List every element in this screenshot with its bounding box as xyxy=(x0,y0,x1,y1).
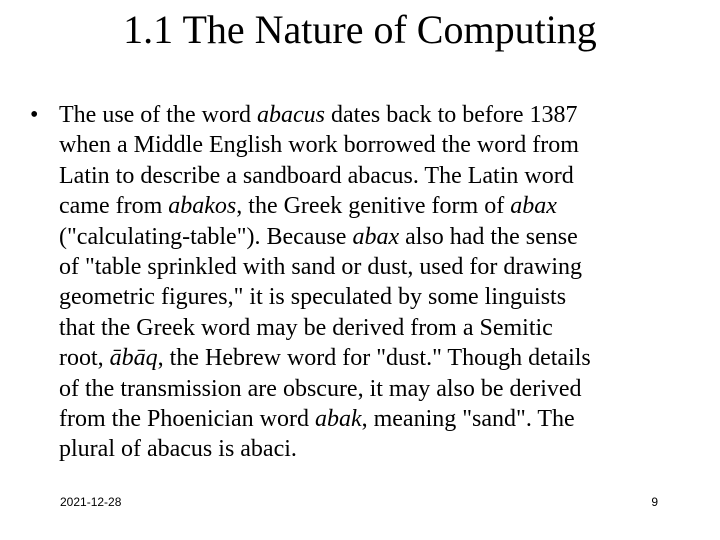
italic-term-abax: abax xyxy=(352,223,400,250)
text-line-12: plural of abacus is abaci. xyxy=(59,436,297,463)
text-run: , meaning "sand". The xyxy=(361,406,575,433)
slide-title: 1.1 The Nature of Computing xyxy=(123,7,597,52)
italic-term-abaq: ābāq xyxy=(109,345,158,372)
italic-term-abakos: abakos xyxy=(168,193,237,220)
italic-term-abax: abax xyxy=(510,193,557,220)
italic-term-abak: abak xyxy=(314,406,362,433)
text-line-9 xyxy=(59,343,699,373)
text-run: The use of the word xyxy=(59,102,257,128)
text-run: from the Phoenician word xyxy=(59,406,315,433)
text-line-10: of the transmission are obscure, it may also be derived xyxy=(59,375,582,402)
text-line-11 xyxy=(59,404,699,434)
page-number: 9 xyxy=(651,495,658,509)
text-run: also had the sense xyxy=(399,223,578,250)
text-line-4 xyxy=(59,191,699,221)
text-run: dates back to before 1387 xyxy=(324,102,578,128)
text-run: came from xyxy=(59,193,169,220)
text-line-1 xyxy=(59,100,699,130)
text-run: root, xyxy=(59,345,110,372)
text-line-7: geometric figures," it is speculated by some linguists xyxy=(59,284,567,311)
text-line-2: when a Middle English work borrowed the word from xyxy=(59,132,579,159)
bullet-marker: • xyxy=(30,102,39,128)
text-run: , the Hebrew word for "dust." Though details xyxy=(157,345,591,372)
footer-date: 2021-12-28 xyxy=(60,495,122,509)
text-run: ("calculating-table"). Because xyxy=(59,223,353,250)
text-line-6: of "table sprinkled with sand or dust, used for drawing xyxy=(59,254,583,281)
bullet-text xyxy=(59,100,699,465)
text-run: , the Greek genitive form of xyxy=(236,193,511,220)
text-line-3: Latin to describe a sandboard abacus. The Latin word xyxy=(59,162,574,189)
text-line-8: that the Greek word may be derived from a Semitic xyxy=(59,314,553,341)
italic-term-abacus: abacus xyxy=(256,102,325,128)
text-line-5 xyxy=(59,222,699,252)
